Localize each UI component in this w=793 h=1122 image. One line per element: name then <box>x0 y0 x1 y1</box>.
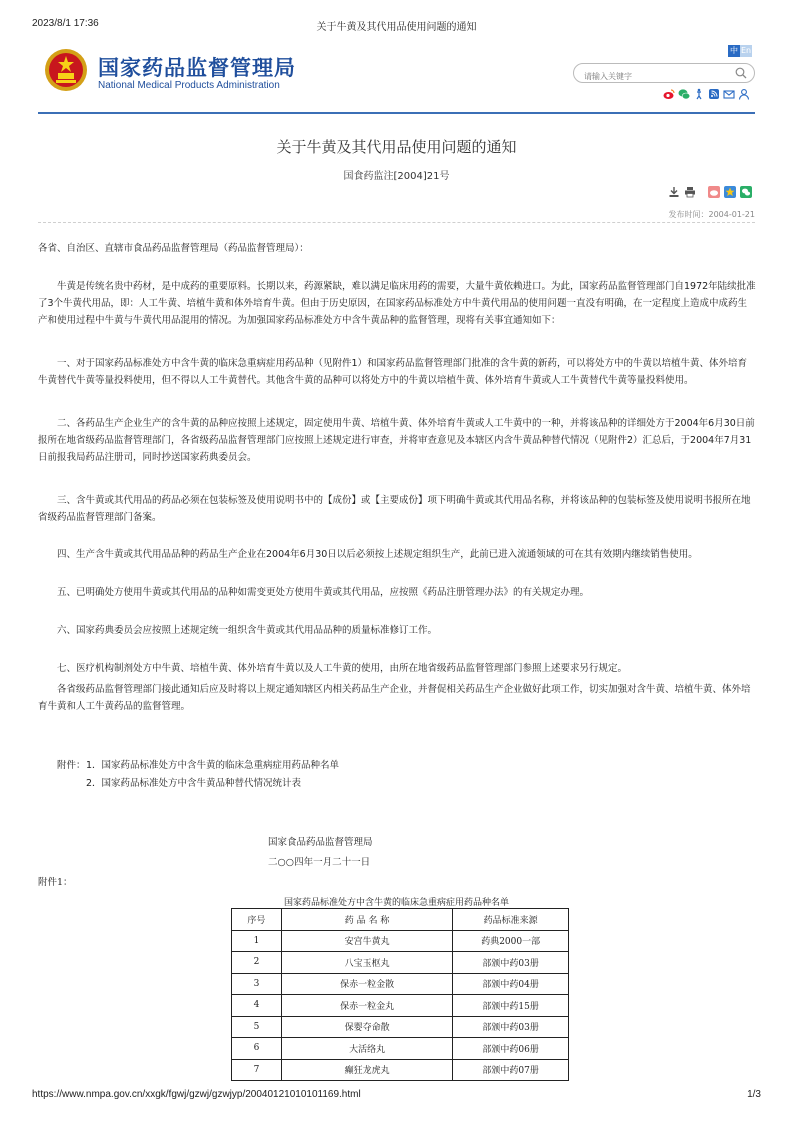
paragraph-closing: 各省级药品监督管理部门接此通知后应及时将以上规定通知辖区内相关药品生产企业，并督促相关药品生产企业做好此项工作，切实加强对含牛黄、培植牛黄、体外培育牛黄和人工牛黄药品的监督管理。 <box>38 684 751 712</box>
paragraph-item-2: 二、各药品生产企业生产的含牛黄的品种应按照上述规定，固定使用牛黄、培植牛黄、体外培育牛黄或人工牛黄中的一种，并将该品种的详细处方于2004年6月30日前报所在地省级药品监督管理部门，各省级药品监督管理部门应按照上述规定进行审查，并将审查意见及本辖区内含牛黄品种替代情况（见附件2）汇总后，于2004年7月31日前报我局药品注册司，同时抄送国家药典委员会。 <box>38 418 755 463</box>
publish-date: 发布时间：2004-01-21 <box>668 210 755 219</box>
page-url[interactable]: https://www.nmpa.gov.cn/xxgk/fgwj/gzwj/gzwjyp/20040121010101169.html <box>32 1089 361 1100</box>
salutation: 各省、自治区、直辖市食品药品监督管理局（药品监督管理局）： <box>38 243 309 254</box>
attachment-link-2[interactable]: 2．国家药品标准处方中含牛黄品种替代情况统计表 <box>86 778 302 789</box>
cell-drug-name: 大活络丸 <box>281 1038 452 1060</box>
signature-date: 二○○四年一月二十一日 <box>268 857 371 868</box>
cell-standard-source: 部颁中药07册 <box>453 1059 569 1081</box>
site-name-en[interactable]: National Medical Products Administration <box>98 80 280 91</box>
cell-index: 7 <box>232 1059 282 1081</box>
cell-drug-name: 癫狂龙虎丸 <box>281 1059 452 1081</box>
attachments-intro: 附件： <box>57 760 86 771</box>
print-header <box>32 18 761 32</box>
download-icon[interactable] <box>668 186 680 198</box>
table-row <box>232 1059 569 1081</box>
cell-drug-name: 保赤一粒金散 <box>281 973 452 995</box>
search-icon[interactable] <box>735 67 747 79</box>
national-emblem-logo[interactable] <box>44 48 88 92</box>
cell-drug-name: 保婴夺命散 <box>281 1016 452 1038</box>
language-switch <box>728 45 752 57</box>
lang-zh-button[interactable]: 中 <box>730 46 738 55</box>
table-row <box>232 973 569 995</box>
cell-drug-name: 保赤一粒金丸 <box>281 995 452 1017</box>
cell-index: 5 <box>232 1016 282 1038</box>
header-standard-source: 药品标准来源 <box>453 909 569 931</box>
user-icon[interactable] <box>738 88 750 100</box>
cell-standard-source: 部颁中药04册 <box>453 973 569 995</box>
cell-index: 4 <box>232 995 282 1017</box>
cell-standard-source: 部颁中药03册 <box>453 1016 569 1038</box>
site-name-cn[interactable]: 国家药品监督管理局 <box>98 56 296 80</box>
paragraph-item-1: 一、对于国家药品标准处方中含牛黄的临床急重病症用药品种（见附件1）和国家药品监督管理部门批准的含牛黄的新药，可以将处方中的牛黄以培植牛黄、体外培育牛黄替代牛黄等量投料使用，但不得以人工牛黄替代。其他含牛黄的品种可以将处方中的牛黄以培植牛黄、体外培育牛黄或人工牛黄替代牛黄等量投料使用。 <box>38 358 748 386</box>
share-weibo-icon[interactable] <box>708 186 720 198</box>
lang-en-button[interactable]: En <box>740 46 752 55</box>
paragraph-item-7: 七、医疗机构制剂处方中牛黄、培植牛黄、体外培育牛黄以及人工牛黄的使用，由所在地省级药品监督管理部门参照上述要求另行规定。 <box>57 663 628 674</box>
print-footer <box>32 1089 761 1103</box>
accessibility-icon[interactable] <box>693 88 705 100</box>
print-page-title: 关于牛黄及其代用品使用问题的通知 <box>316 22 477 33</box>
cell-drug-name: 安宫牛黄丸 <box>281 930 452 952</box>
attachment-table <box>231 908 569 1081</box>
paragraph-item-4: 四、生产含牛黄或其代用品品种的药品生产企业在2004年6月30日以后必须按上述规定组织生产，此前已进入流通领域的可在其有效期内继续销售使用。 <box>57 549 698 560</box>
print-icon[interactable] <box>684 186 696 198</box>
article-tools <box>668 186 752 198</box>
table-row <box>232 952 569 974</box>
cell-index: 3 <box>232 973 282 995</box>
cell-standard-source: 部颁中药06册 <box>453 1038 569 1060</box>
cell-standard-source: 部颁中药03册 <box>453 952 569 974</box>
table-row <box>232 1016 569 1038</box>
search-input[interactable] <box>584 68 734 86</box>
table-row <box>232 930 569 952</box>
page-number: 1/3 <box>747 1089 761 1100</box>
table-row <box>232 1038 569 1060</box>
paragraph-item-3: 三、含牛黄或其代用品的药品必须在包装标签及使用说明书中的【成份】或【主要成份】项下明确牛黄或其代用品名称，并将该品种的包装标签及使用说明书报所在地省级药品监督管理部门备案。 <box>38 495 751 523</box>
search-box <box>573 63 755 83</box>
table-caption: 国家药品标准处方中含牛黄的临床急重病症用药品种名单 <box>283 898 509 908</box>
table-row <box>232 995 569 1017</box>
cell-index: 2 <box>232 952 282 974</box>
table-header-row <box>232 909 569 931</box>
meta-divider <box>38 222 755 223</box>
mail-icon[interactable] <box>723 88 735 100</box>
paragraph-item-6: 六、国家药典委员会应按照上述规定统一组织含牛黄或其代用品品种的质量标准修订工作。 <box>57 625 438 636</box>
cell-index: 6 <box>232 1038 282 1060</box>
attachment-1-label: 附件1： <box>38 877 73 888</box>
paragraph-intro: 牛黄是传统名贵中药材，是中成药的重要原料。长期以来，药源紧缺，难以满足临床用药的需要，大量牛黄依赖进口。为此，国家药品监督管理部门自1972年陆续批准了3个牛黄代用品，即：人工牛黄、培植牛黄和体外培育牛黄。但由于历史原因，在国家药品标准处方中牛黄代用品的使用问题一直没有明确，在一定程度上造成中成药生产和使用过程中牛黄与牛黄代用品混用的情况。为加强国家药品标准处方中含牛黄品种的监督管理，现将有关事宜通知如下： <box>38 281 756 326</box>
rss-icon[interactable] <box>708 88 720 100</box>
cell-standard-source: 药典2000一部 <box>453 930 569 952</box>
site-share-links <box>663 88 750 100</box>
header-divider <box>38 112 755 114</box>
document-number: 国食药监注[2004]21号 <box>343 171 450 182</box>
cell-standard-source: 部颁中药15册 <box>453 995 569 1017</box>
wechat-icon[interactable] <box>678 88 690 100</box>
header-index: 序号 <box>232 909 282 931</box>
signature-org: 国家食品药品监督管理局 <box>268 837 373 848</box>
attachment-link-1[interactable]: 1．国家药品标准处方中含牛黄的临床急重病症用药品种名单 <box>86 760 340 771</box>
share-wechat-icon[interactable] <box>740 186 752 198</box>
print-timestamp: 2023/8/1 17:36 <box>32 18 99 29</box>
header-drug-name: 药 品 名 称 <box>281 909 452 931</box>
cell-drug-name: 八宝玉枢丸 <box>281 952 452 974</box>
cell-index: 1 <box>232 930 282 952</box>
share-qzone-icon[interactable] <box>724 186 736 198</box>
weibo-icon[interactable] <box>663 88 675 100</box>
article-title: 关于牛黄及其代用品使用问题的通知 <box>276 138 517 156</box>
paragraph-item-5: 五、已明确处方使用牛黄或其代用品的品种如需变更处方使用牛黄或其代用品，应按照《药品注册管理办法》的有关规定办理。 <box>57 587 590 598</box>
